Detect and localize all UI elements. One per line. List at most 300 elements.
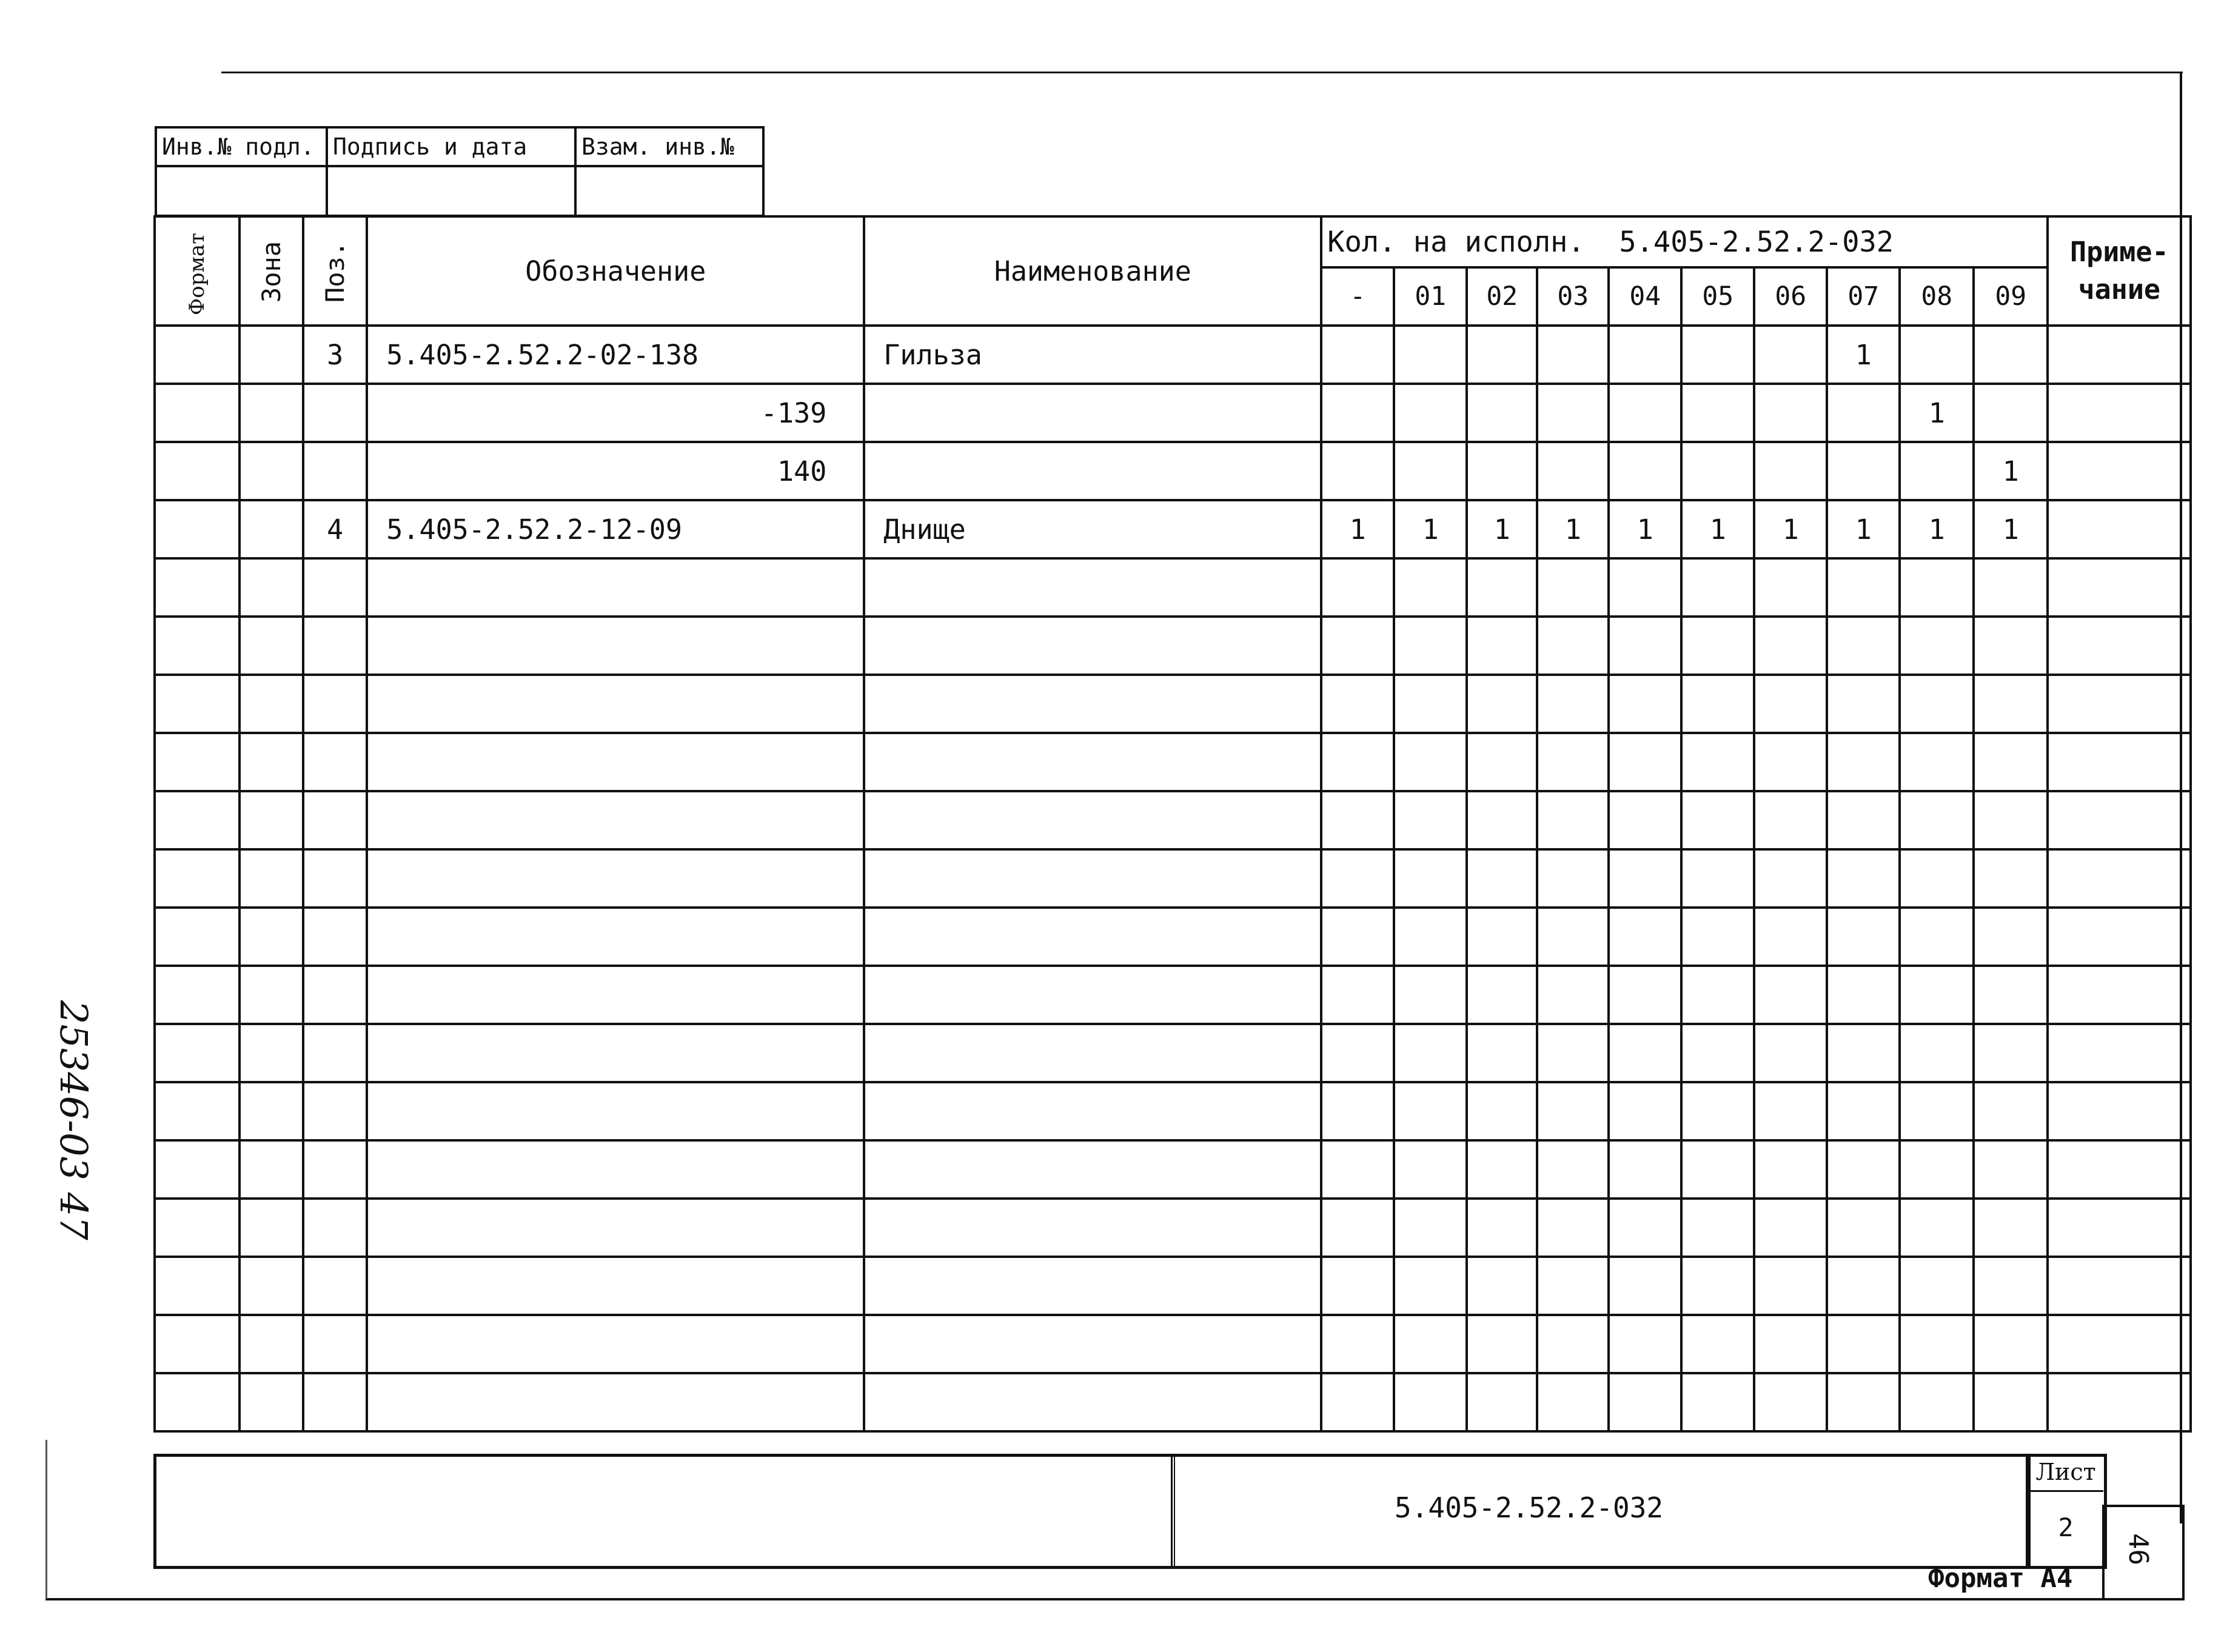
empty-cell bbox=[367, 1199, 864, 1257]
empty-cell bbox=[1537, 1082, 1609, 1140]
empty-cell bbox=[1321, 617, 1394, 675]
empty-cell bbox=[1467, 1140, 1537, 1199]
quantity-cell: 1 bbox=[1537, 500, 1609, 558]
empty-cell bbox=[155, 849, 239, 908]
quantity-cell bbox=[1467, 326, 1537, 384]
empty-cell bbox=[1467, 675, 1537, 733]
quantity-cell: 1 bbox=[1394, 500, 1467, 558]
title-block-left bbox=[153, 1454, 1175, 1569]
empty-cell bbox=[367, 1024, 864, 1082]
table-row bbox=[155, 1315, 2191, 1373]
format-cell bbox=[155, 500, 239, 558]
position-column-header: Поз. bbox=[303, 216, 367, 326]
name-cell bbox=[864, 384, 1321, 442]
empty-cell bbox=[1754, 966, 1827, 1024]
table-row bbox=[155, 1024, 2191, 1082]
empty-cell bbox=[303, 908, 367, 966]
empty-cell bbox=[1754, 1082, 1827, 1140]
quantity-cell: 1 bbox=[1467, 500, 1537, 558]
frame-left-line bbox=[45, 1440, 47, 1599]
empty-cell bbox=[1467, 1082, 1537, 1140]
empty-cell bbox=[1900, 849, 1974, 908]
empty-cell bbox=[1900, 1315, 1974, 1373]
empty-cell bbox=[1609, 1315, 1681, 1373]
note-cell bbox=[2048, 500, 2191, 558]
empty-cell bbox=[155, 966, 239, 1024]
empty-cell bbox=[864, 1315, 1321, 1373]
empty-cell bbox=[1609, 1024, 1681, 1082]
designation-cell: 5.405-2.52.2-02-138 bbox=[367, 326, 864, 384]
empty-cell bbox=[2048, 1315, 2191, 1373]
variant-header: 04 bbox=[1609, 267, 1681, 326]
empty-cell bbox=[1394, 1373, 1467, 1431]
quantity-cell bbox=[1467, 442, 1537, 500]
empty-cell bbox=[1394, 1024, 1467, 1082]
empty-cell bbox=[1394, 791, 1467, 849]
empty-cell bbox=[367, 617, 864, 675]
empty-cell bbox=[1321, 791, 1394, 849]
zone-cell bbox=[239, 384, 303, 442]
empty-cell bbox=[1321, 1257, 1394, 1315]
quantity-cell: 1 bbox=[1681, 500, 1754, 558]
empty-cell bbox=[155, 1199, 239, 1257]
quantity-cell bbox=[1394, 384, 1467, 442]
quantity-cell bbox=[1467, 384, 1537, 442]
name-cell: Днище bbox=[864, 500, 1321, 558]
quantity-cell bbox=[1754, 442, 1827, 500]
quantity-cell bbox=[1321, 384, 1394, 442]
quantity-cell bbox=[1974, 326, 2048, 384]
empty-cell bbox=[1321, 908, 1394, 966]
position-cell bbox=[303, 442, 367, 500]
table-row bbox=[155, 1199, 2191, 1257]
quantity-cell bbox=[1974, 384, 2048, 442]
empty-cell bbox=[1467, 908, 1537, 966]
page-number: 46 bbox=[2122, 1533, 2154, 1565]
empty-cell bbox=[1321, 558, 1394, 617]
empty-cell bbox=[1321, 1140, 1394, 1199]
empty-cell bbox=[1321, 849, 1394, 908]
empty-cell bbox=[1827, 1199, 1900, 1257]
quantity-cell bbox=[1827, 384, 1900, 442]
empty-cell bbox=[864, 849, 1321, 908]
empty-cell bbox=[367, 1257, 864, 1315]
zone-column-header: Зона bbox=[239, 216, 303, 326]
empty-cell bbox=[155, 1315, 239, 1373]
table-row bbox=[155, 733, 2191, 791]
empty-cell bbox=[1827, 966, 1900, 1024]
empty-cell bbox=[2048, 733, 2191, 791]
empty-cell bbox=[367, 908, 864, 966]
empty-cell bbox=[239, 1257, 303, 1315]
quantity-cell bbox=[1537, 384, 1609, 442]
empty-cell bbox=[155, 1024, 239, 1082]
empty-cell bbox=[303, 1140, 367, 1199]
empty-cell bbox=[2048, 1140, 2191, 1199]
note-column-header: Приме- чание bbox=[2048, 216, 2191, 326]
empty-cell bbox=[1537, 966, 1609, 1024]
empty-cell bbox=[1394, 1082, 1467, 1140]
quantity-cell: 1 bbox=[1321, 500, 1394, 558]
empty-cell bbox=[303, 617, 367, 675]
empty-cell bbox=[1537, 1315, 1609, 1373]
position-cell: 4 bbox=[303, 500, 367, 558]
empty-cell bbox=[239, 1199, 303, 1257]
frame-top-line bbox=[221, 72, 2183, 73]
empty-cell bbox=[1537, 791, 1609, 849]
empty-cell bbox=[864, 733, 1321, 791]
empty-cell bbox=[1974, 1257, 2048, 1315]
empty-cell bbox=[303, 1024, 367, 1082]
empty-cell bbox=[1827, 1257, 1900, 1315]
empty-cell bbox=[239, 1315, 303, 1373]
empty-cell bbox=[303, 1199, 367, 1257]
empty-cell bbox=[239, 558, 303, 617]
position-cell: 3 bbox=[303, 326, 367, 384]
quantity-cell bbox=[1394, 326, 1467, 384]
empty-cell bbox=[155, 1082, 239, 1140]
empty-cell bbox=[1827, 733, 1900, 791]
empty-cell bbox=[864, 675, 1321, 733]
empty-cell bbox=[1467, 733, 1537, 791]
empty-cell bbox=[1394, 966, 1467, 1024]
note-cell bbox=[2048, 442, 2191, 500]
variant-header: - bbox=[1321, 267, 1394, 326]
empty-cell bbox=[1681, 966, 1754, 1024]
table-row bbox=[155, 849, 2191, 908]
position-cell bbox=[303, 384, 367, 442]
empty-cell bbox=[1537, 1140, 1609, 1199]
quantity-column-header: Кол. на исполн. 5.405-2.52.2-032 bbox=[1321, 216, 2048, 267]
quantity-cell bbox=[1900, 442, 1974, 500]
empty-cell bbox=[1754, 791, 1827, 849]
empty-cell bbox=[1754, 1373, 1827, 1431]
empty-cell bbox=[1681, 1140, 1754, 1199]
quantity-cell bbox=[1681, 442, 1754, 500]
empty-cell bbox=[2048, 1024, 2191, 1082]
quantity-cell: 1 bbox=[1900, 384, 1974, 442]
empty-cell bbox=[1681, 675, 1754, 733]
empty-cell bbox=[1974, 1315, 2048, 1373]
empty-cell bbox=[864, 908, 1321, 966]
table-row bbox=[155, 966, 2191, 1024]
stamp-inv-cell bbox=[156, 166, 327, 216]
empty-cell bbox=[1394, 908, 1467, 966]
empty-cell bbox=[367, 966, 864, 1024]
empty-cell bbox=[2048, 908, 2191, 966]
empty-cell bbox=[1609, 675, 1681, 733]
empty-cell bbox=[2048, 791, 2191, 849]
empty-cell bbox=[1467, 966, 1537, 1024]
empty-cell bbox=[155, 1373, 239, 1431]
quantity-cell: 1 bbox=[1900, 500, 1974, 558]
empty-cell bbox=[1974, 908, 2048, 966]
empty-cell bbox=[2048, 1199, 2191, 1257]
empty-cell bbox=[1467, 849, 1537, 908]
empty-cell bbox=[367, 675, 864, 733]
empty-cell bbox=[1681, 1082, 1754, 1140]
empty-cell bbox=[155, 1140, 239, 1199]
empty-cell bbox=[2048, 1373, 2191, 1431]
empty-cell bbox=[1900, 1257, 1974, 1315]
quantity-cell: 1 bbox=[1974, 500, 2048, 558]
table-row bbox=[155, 1082, 2191, 1140]
quantity-cell: 1 bbox=[1754, 500, 1827, 558]
quantity-cell bbox=[1827, 442, 1900, 500]
empty-cell bbox=[239, 617, 303, 675]
name-column-header: Наименование bbox=[864, 216, 1321, 326]
note-cell bbox=[2048, 384, 2191, 442]
empty-cell bbox=[239, 849, 303, 908]
empty-cell bbox=[239, 1373, 303, 1431]
empty-cell bbox=[1321, 966, 1394, 1024]
quantity-cell bbox=[1754, 326, 1827, 384]
empty-cell bbox=[1754, 1140, 1827, 1199]
empty-cell bbox=[1754, 908, 1827, 966]
empty-cell bbox=[1537, 1199, 1609, 1257]
empty-cell bbox=[1827, 1024, 1900, 1082]
empty-cell bbox=[303, 675, 367, 733]
empty-cell bbox=[155, 908, 239, 966]
empty-cell bbox=[1537, 1373, 1609, 1431]
empty-cell bbox=[1900, 1024, 1974, 1082]
empty-cell bbox=[1754, 558, 1827, 617]
designation-cell: -139 bbox=[367, 384, 864, 442]
empty-cell bbox=[155, 617, 239, 675]
empty-cell bbox=[303, 1082, 367, 1140]
quantity-cell: 1 bbox=[1827, 326, 1900, 384]
empty-cell bbox=[1900, 791, 1974, 849]
quantity-cell: 1 bbox=[1827, 500, 1900, 558]
variant-header: 01 bbox=[1394, 267, 1467, 326]
quantity-cell bbox=[1900, 326, 1974, 384]
empty-cell bbox=[1827, 791, 1900, 849]
quantity-cell bbox=[1537, 442, 1609, 500]
empty-cell bbox=[1321, 1082, 1394, 1140]
empty-cell bbox=[1827, 558, 1900, 617]
variant-header: 05 bbox=[1681, 267, 1754, 326]
empty-cell bbox=[1827, 1373, 1900, 1431]
empty-cell bbox=[2048, 558, 2191, 617]
empty-cell bbox=[1467, 1373, 1537, 1431]
empty-cell bbox=[1681, 617, 1754, 675]
empty-cell bbox=[1609, 791, 1681, 849]
empty-cell bbox=[1900, 558, 1974, 617]
empty-cell bbox=[864, 791, 1321, 849]
empty-cell bbox=[1974, 1373, 2048, 1431]
empty-cell bbox=[864, 1199, 1321, 1257]
handwritten-archive-number: 25346-03 47 bbox=[52, 1000, 96, 1240]
quantity-cell bbox=[1681, 326, 1754, 384]
stamp-signature-cell bbox=[327, 166, 575, 216]
empty-cell bbox=[239, 733, 303, 791]
empty-cell bbox=[1827, 617, 1900, 675]
empty-cell bbox=[1754, 1257, 1827, 1315]
empty-cell bbox=[367, 1140, 864, 1199]
empty-cell bbox=[2048, 617, 2191, 675]
empty-cell bbox=[303, 733, 367, 791]
empty-cell bbox=[367, 849, 864, 908]
empty-cell bbox=[1974, 675, 2048, 733]
variant-header: 08 bbox=[1900, 267, 1974, 326]
empty-cell bbox=[1681, 733, 1754, 791]
empty-cell bbox=[1467, 617, 1537, 675]
empty-cell bbox=[367, 1315, 864, 1373]
empty-cell bbox=[1609, 733, 1681, 791]
empty-cell bbox=[1321, 1199, 1394, 1257]
specification-table bbox=[153, 215, 2192, 1433]
table-row bbox=[155, 1140, 2191, 1199]
empty-cell bbox=[1321, 1315, 1394, 1373]
table-row bbox=[155, 500, 2191, 558]
empty-cell bbox=[1754, 617, 1827, 675]
empty-cell bbox=[1974, 1199, 2048, 1257]
empty-cell bbox=[239, 908, 303, 966]
empty-cell bbox=[1394, 558, 1467, 617]
empty-cell bbox=[1681, 791, 1754, 849]
quantity-doc-code: 5.405-2.52.2-032 bbox=[1619, 225, 1894, 259]
empty-cell bbox=[1974, 733, 2048, 791]
empty-cell bbox=[1900, 617, 1974, 675]
empty-cell bbox=[1537, 908, 1609, 966]
empty-cell bbox=[1467, 1315, 1537, 1373]
empty-cell bbox=[1681, 1024, 1754, 1082]
empty-cell bbox=[864, 617, 1321, 675]
empty-cell bbox=[1974, 617, 2048, 675]
empty-cell bbox=[239, 1140, 303, 1199]
empty-cell bbox=[1900, 908, 1974, 966]
format-label: Формат А4 bbox=[1928, 1563, 2073, 1594]
empty-cell bbox=[1974, 1024, 2048, 1082]
quantity-cell bbox=[1321, 326, 1394, 384]
zone-cell bbox=[239, 500, 303, 558]
empty-cell bbox=[1681, 1199, 1754, 1257]
variant-header: 07 bbox=[1827, 267, 1900, 326]
empty-cell bbox=[303, 1373, 367, 1431]
empty-cell bbox=[1900, 1082, 1974, 1140]
empty-cell bbox=[1609, 849, 1681, 908]
quantity-cell: 1 bbox=[1609, 500, 1681, 558]
empty-cell bbox=[1394, 1199, 1467, 1257]
empty-cell bbox=[367, 1082, 864, 1140]
table-row bbox=[155, 617, 2191, 675]
empty-cell bbox=[1467, 558, 1537, 617]
empty-cell bbox=[2048, 849, 2191, 908]
empty-cell bbox=[1827, 849, 1900, 908]
empty-cell bbox=[1537, 558, 1609, 617]
empty-cell bbox=[2048, 1082, 2191, 1140]
empty-cell bbox=[155, 733, 239, 791]
empty-cell bbox=[1974, 849, 2048, 908]
designation-column-header: Обозначение bbox=[367, 216, 864, 326]
empty-cell bbox=[1609, 1257, 1681, 1315]
name-cell: Гильза bbox=[864, 326, 1321, 384]
empty-cell bbox=[1827, 675, 1900, 733]
empty-cell bbox=[1974, 1140, 2048, 1199]
empty-cell bbox=[239, 1082, 303, 1140]
empty-cell bbox=[1609, 908, 1681, 966]
quantity-cell bbox=[1609, 384, 1681, 442]
stamp-signature-header: Подпись и дата bbox=[327, 127, 575, 166]
empty-cell bbox=[1754, 1315, 1827, 1373]
quantity-cell bbox=[1681, 384, 1754, 442]
empty-cell bbox=[1609, 1082, 1681, 1140]
empty-cell bbox=[303, 849, 367, 908]
empty-cell bbox=[1900, 966, 1974, 1024]
empty-cell bbox=[864, 1024, 1321, 1082]
empty-cell bbox=[1827, 1140, 1900, 1199]
empty-cell bbox=[2048, 675, 2191, 733]
empty-cell bbox=[367, 1373, 864, 1431]
empty-cell bbox=[303, 1315, 367, 1373]
empty-cell bbox=[1681, 849, 1754, 908]
empty-cell bbox=[1394, 1140, 1467, 1199]
empty-cell bbox=[1609, 1373, 1681, 1431]
empty-cell bbox=[239, 966, 303, 1024]
empty-cell bbox=[1681, 558, 1754, 617]
empty-cell bbox=[155, 675, 239, 733]
stamp-replacement-cell bbox=[575, 166, 763, 216]
empty-cell bbox=[1467, 1199, 1537, 1257]
empty-cell bbox=[1321, 675, 1394, 733]
quantity-cell: 1 bbox=[1974, 442, 2048, 500]
table-row bbox=[155, 558, 2191, 617]
empty-cell bbox=[1754, 1024, 1827, 1082]
empty-cell bbox=[1827, 908, 1900, 966]
empty-cell bbox=[1900, 675, 1974, 733]
zone-cell bbox=[239, 326, 303, 384]
empty-cell bbox=[1394, 733, 1467, 791]
empty-cell bbox=[1537, 849, 1609, 908]
empty-cell bbox=[1321, 733, 1394, 791]
empty-cell bbox=[1467, 1257, 1537, 1315]
empty-cell bbox=[155, 558, 239, 617]
empty-cell bbox=[864, 1257, 1321, 1315]
empty-cell bbox=[1900, 1199, 1974, 1257]
variant-header: 09 bbox=[1974, 267, 2048, 326]
empty-cell bbox=[155, 1257, 239, 1315]
empty-cell bbox=[864, 1140, 1321, 1199]
empty-cell bbox=[303, 791, 367, 849]
frame-bottom-line bbox=[45, 1598, 2182, 1600]
empty-cell bbox=[1827, 1082, 1900, 1140]
empty-cell bbox=[1681, 1373, 1754, 1431]
empty-cell bbox=[239, 791, 303, 849]
empty-cell bbox=[1754, 849, 1827, 908]
format-cell bbox=[155, 326, 239, 384]
empty-cell bbox=[1974, 1082, 2048, 1140]
empty-cell bbox=[1754, 733, 1827, 791]
note-cell bbox=[2048, 326, 2191, 384]
empty-cell bbox=[239, 1024, 303, 1082]
empty-cell bbox=[1467, 791, 1537, 849]
empty-cell bbox=[1609, 558, 1681, 617]
table-row bbox=[155, 326, 2191, 384]
table-row bbox=[155, 908, 2191, 966]
empty-cell bbox=[1467, 1024, 1537, 1082]
empty-cell bbox=[1537, 675, 1609, 733]
empty-cell bbox=[239, 675, 303, 733]
empty-cell bbox=[864, 558, 1321, 617]
empty-cell bbox=[1537, 1024, 1609, 1082]
empty-cell bbox=[1394, 1257, 1467, 1315]
variant-header: 03 bbox=[1537, 267, 1609, 326]
table-row bbox=[155, 1373, 2191, 1431]
empty-cell bbox=[1900, 733, 1974, 791]
empty-cell bbox=[1537, 617, 1609, 675]
empty-cell bbox=[1900, 1373, 1974, 1431]
zone-cell bbox=[239, 442, 303, 500]
